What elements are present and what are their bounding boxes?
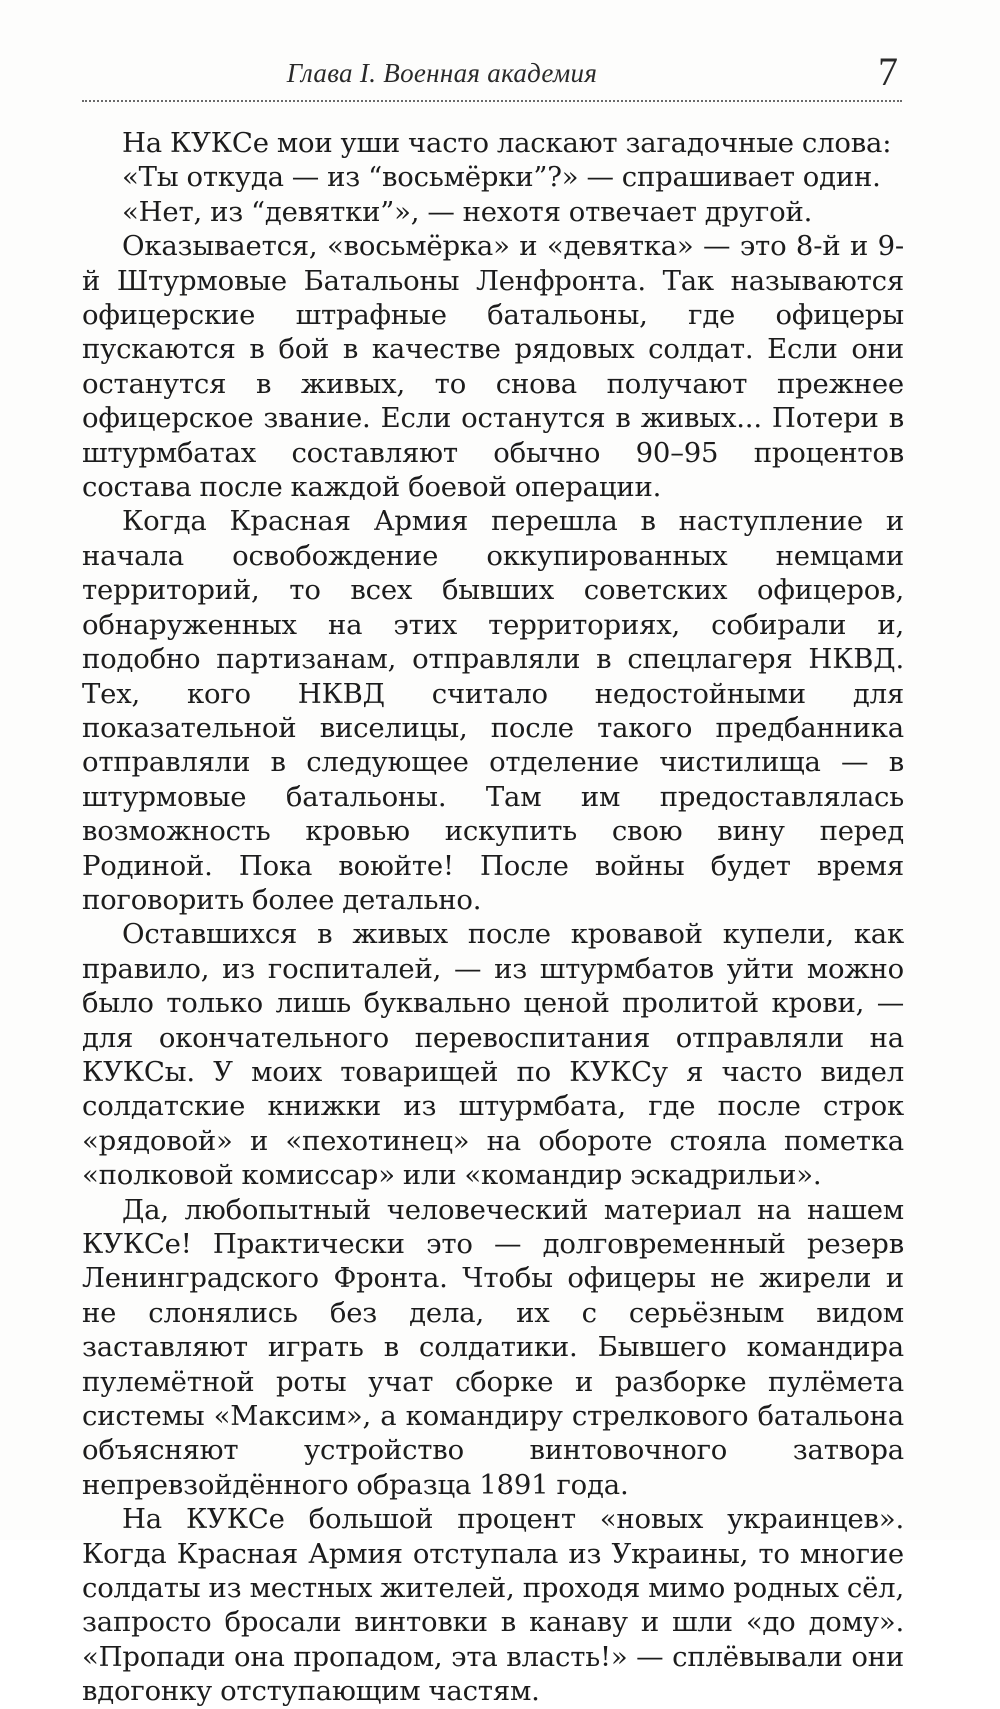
paragraph: Когда Красная Армия перешла в наступление и начала освобождение оккупированных немцами территорий, то всех бывших советских офицеров, обнаруженных на этих территориях, собирали и, подобно партизанам, отправляли в спецлагеря НКВД. Тех, кого НКВД считало недостойными для показательной виселицы, после такого предбанника отправляли в следующее отделение чистилища — в штурмовые батальоны. Там им предоставлялась возможность кровью искупить свою вину перед Родиной. Пока воюйте! После войны будет время поговорить более детально.: [82, 505, 904, 916]
paragraph: На КУКСе мои уши часто ласкают загадочные слова:: [122, 127, 892, 159]
header-divider: [82, 100, 902, 102]
running-header: [82, 49, 902, 100]
chapter-title: Глава I. Военная академия: [286, 58, 598, 88]
page-number: 7: [878, 49, 898, 94]
paragraph: На КУКСе большой процент «новых украинцев». Когда Красная Армия отступала из Украины, то многие солдаты из местных жителей, проходя мимо родных сёл, запросто бросали винтовки в канаву и шли «до дому». «Пропади она пропадом, эта власть!» — сплёвывали они вдогонку отступающим частям.: [82, 1503, 904, 1708]
paragraph: Оставшихся в живых после кровавой купели, как правило, из госпиталей, — из штурмбатов уйти можно было только лишь буквально ценой пролитой крови, — для окончательного перевоспитания отправляли на КУКСы. У моих товарищей по КУКСу я часто видел солдатские книжки из штурмбата, где после строк «рядовой» и «пехотинец» на обороте стояла пометка «полковой комиссар» или «командир эскадрильи».: [82, 918, 904, 1192]
paragraph: «Ты откуда — из “восьмёрки”?» — спрашивает один.: [122, 161, 881, 194]
paragraph: «Нет, из “девятки”», — нехотя отвечает другой.: [122, 195, 813, 228]
body-text: [82, 126, 904, 1709]
paragraph: Оказывается, «восьмёрка» и «девятка» — это 8-й и 9-й Штурмовые Батальоны Ленфронта. Так называются офицерские штрафные батальоны, где офицеры пускаются в бой в качестве рядовых солдат. Если они останутся в живых, то снова получают прежнее офицерское звание. Если останутся в живых... Потери в штурмбатах составляют обычно 90–95 процентов состава после каждой боевой операции.: [82, 230, 904, 504]
paragraph: Да, любопытный человеческий материал на нашем КУКСе! Практически это — долговременный резерв Ленинградского Фронта. Чтобы офицеры не жирели и не слонялись без дела, их с серьёзным видом заставляют играть в солдатики. Бывшего командира пулемётной роты учат сборке и разборке пулёмета системы «Максим», а командиру стрелкового батальона объясняют устройство винтовочного затвора непревзойдённого образца 1891 года.: [82, 1193, 904, 1501]
